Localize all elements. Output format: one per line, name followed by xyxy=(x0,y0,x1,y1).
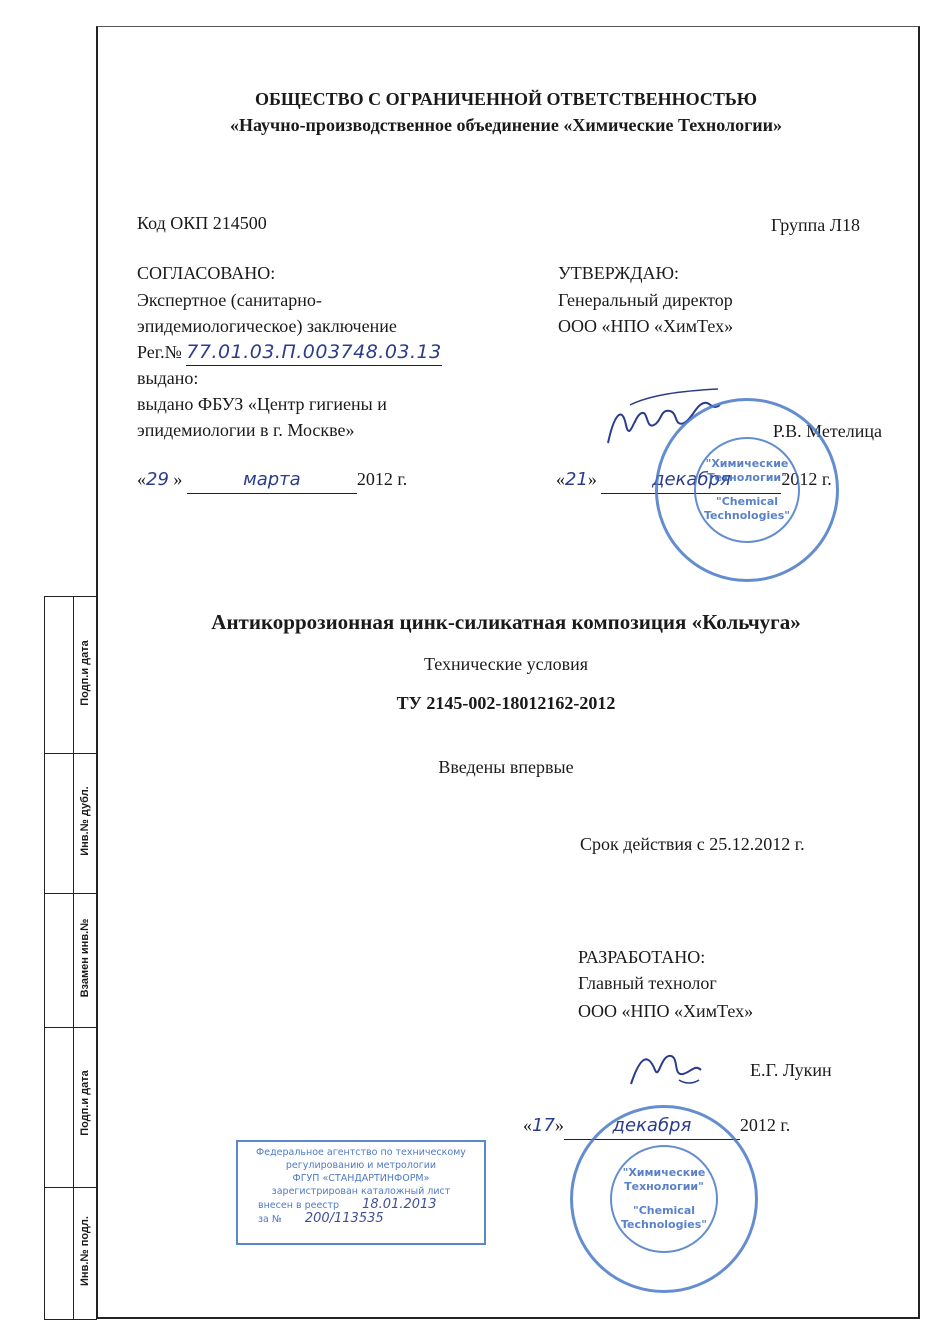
okp-code: Код ОКП 214500 xyxy=(137,213,267,233)
developed-signer: Е.Г. Лукин xyxy=(750,1060,832,1080)
strip-label-sign-date-bottom: Подп.и дата xyxy=(79,1070,91,1136)
agreed-heading: СОГЛАСОВАНО: xyxy=(137,263,276,283)
reg-number-handwritten: 77.01.03.П.003748.03.13 xyxy=(186,339,441,366)
developed-heading: РАЗРАБОТАНО: xyxy=(578,947,706,967)
document-title: Антикоррозионная цинк-силикатная композиция «Кольчуга» xyxy=(211,610,801,634)
developed-date: «17» декабря 2012 г. xyxy=(523,1112,790,1140)
seal-bottom-center1: "Химические xyxy=(622,1166,706,1179)
seal-bottom-center2: Технологии" xyxy=(624,1180,704,1193)
approve-line1: Генеральный директор xyxy=(558,290,733,310)
developed-day: 17 xyxy=(532,1115,555,1136)
agreed-line6: эпидемиологии в г. Москве» xyxy=(137,420,355,440)
approve-line2: ООО «НПО «ХимТех» xyxy=(558,316,734,336)
reg-stamp-entry-label: внесен в реестр xyxy=(258,1200,340,1211)
approve-year: 2012 г. xyxy=(781,469,832,489)
developed-line1: Главный технолог xyxy=(578,973,717,993)
agreed-line4: выдано: xyxy=(137,368,199,388)
group-code: Группа Л18 xyxy=(771,215,860,235)
seal-top-center4: Technologies" xyxy=(704,509,790,522)
agreed-line1: Экспертное (санитарно- xyxy=(137,290,322,310)
org-name-line1: ОБЩЕСТВО С ОГРАНИЧЕННОЙ ОТВЕТСТВЕННОСТЬЮ xyxy=(255,89,757,109)
approve-month: декабря xyxy=(601,467,781,494)
agreed-line5: выдано ФБУЗ «Центр гигиены и xyxy=(137,394,387,414)
approve-day: 21 xyxy=(565,469,588,490)
strip-label-sign-date-top: Подп.и дата xyxy=(79,640,91,706)
agreed-day: 29 xyxy=(146,469,169,490)
company-seal-top-inner xyxy=(694,437,800,543)
agreed-date: «29 » марта 2012 г. xyxy=(137,466,407,494)
company-seal-bottom-inner xyxy=(610,1145,718,1253)
seal-top-center1: "Химические xyxy=(705,457,789,470)
agreed-month: марта xyxy=(187,467,357,494)
developed-year: 2012 г. xyxy=(739,1115,791,1135)
seal-bottom-center3: "Chemical xyxy=(632,1204,696,1217)
org-name-line2: «Научно-производственное объединение «Химические Технологии» xyxy=(229,115,783,135)
developed-line2: ООО «НПО «ХимТех» xyxy=(578,1001,754,1021)
developed-month: декабря xyxy=(564,1113,740,1140)
agreed-line2: эпидемиологическое) заключение xyxy=(137,316,397,336)
reg-stamp-number-label: за № xyxy=(258,1214,282,1225)
reg-stamp-line3: ФГУП «СТАНДАРТИНФОРМ» xyxy=(292,1173,430,1184)
reg-stamp-number: 200/113535 xyxy=(304,1211,384,1226)
seal-top-center2: Технологии" xyxy=(707,471,787,484)
document-intro: Введены впервые xyxy=(438,757,574,777)
reg-stamp-line5 xyxy=(238,1198,484,1212)
company-seal-top xyxy=(655,398,839,582)
company-seal-bottom xyxy=(570,1105,758,1293)
agreed-reg xyxy=(137,339,442,366)
seal-bottom-center4: Technologies" xyxy=(621,1218,707,1231)
reg-stamp-line6 xyxy=(238,1212,484,1226)
approve-date: «21» декабря 2012 г. xyxy=(556,466,832,494)
reg-stamp-line2: регулированию и метрологии xyxy=(285,1160,437,1171)
reg-stamp-line4: зарегистрирован каталожный лист xyxy=(271,1186,451,1197)
strip-label-inv-dupl: Инв.№ дубл. xyxy=(79,786,91,856)
technologist-signature xyxy=(625,1040,705,1095)
reg-stamp-line1: Федеральное агентство по техническому xyxy=(256,1147,466,1158)
document-validity: Срок действия с 25.12.2012 г. xyxy=(580,834,805,854)
strip-label-inv-orig: Инв.№ подл. xyxy=(79,1216,91,1286)
approve-signer: Р.В. Метелица xyxy=(772,421,882,441)
approve-heading: УТВЕРЖДАЮ: xyxy=(558,263,680,283)
agreed-year: 2012 г. xyxy=(356,469,408,489)
registration-stamp xyxy=(236,1140,486,1245)
document-tu-number: ТУ 2145-002-18012162-2012 xyxy=(396,693,616,713)
strip-label-vzam-inv: Взамен инв.№ xyxy=(79,918,91,998)
document-subtitle: Технические условия xyxy=(423,654,589,674)
reg-label: Рег.№ xyxy=(137,342,182,362)
reg-stamp-entry-date: 18.01.2013 xyxy=(362,1197,437,1212)
margin-stamp-strip xyxy=(44,596,97,1320)
seal-top-center3: "Chemical xyxy=(715,495,779,508)
